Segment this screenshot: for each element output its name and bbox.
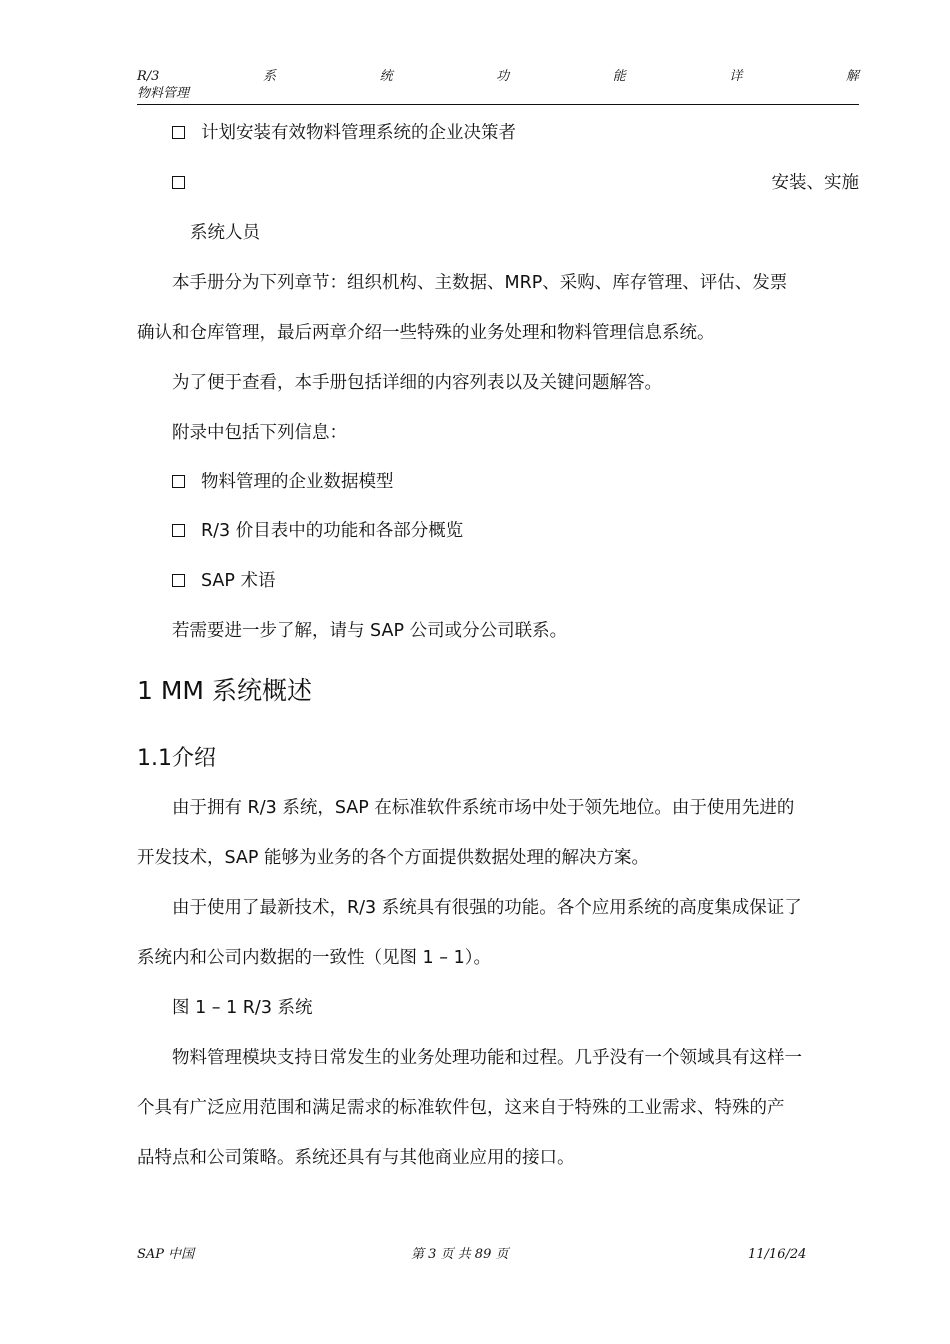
footer-company: SAP 中国 (137, 1247, 195, 1262)
paragraph-line: 系统内和公司内数据的一致性（见图 1 – 1）。 (137, 948, 491, 968)
paragraph-line: 由于拥有 R/3 系统，SAP 在标准软件系统市场中处于领先地位。由于使用先进的 (172, 798, 795, 818)
list-item: 计划安装有效物料管理系统的企业决策者 (172, 120, 516, 146)
paragraph: 为了便于查看，本手册包括详细的内容列表以及关键问题解答。 (172, 373, 662, 393)
paragraph-line: 开发技术，SAP 能够为业务的各个方面提供数据处理的解决方案。 (137, 848, 650, 868)
list-item: SAP 术语 (172, 568, 276, 594)
paragraph: 附录中包括下列信息： (172, 423, 347, 443)
checkbox-icon (172, 524, 185, 537)
footer-date: 11/16/24 (748, 1247, 807, 1262)
figure-caption: 图 1 – 1 R/3 系统 (172, 998, 313, 1018)
paragraph-line: 品特点和公司策略。系统还具有与其他商业应用的接口。 (137, 1148, 575, 1168)
footer-page-number: 第 3 页 共 89 页 (411, 1247, 509, 1262)
checkbox-icon (172, 475, 185, 488)
paragraph-line: 本手册分为下列章节：组织机构、主数据、MRP、采购、库存管理、评估、发票 (172, 273, 788, 293)
paragraph-line: 个具有广泛应用范围和满足需求的标准软件包，这来自于特殊的工业需求、特殊的产 (137, 1098, 785, 1118)
header-subtitle: 物料管理 (137, 86, 190, 101)
paragraph-line: 由于使用了最新技术，R/3 系统具有很强的功能。各个应用系统的高度集成保证了 (172, 898, 802, 918)
checkbox-icon (172, 574, 185, 587)
subsection-heading: 1.1介绍 (137, 746, 216, 771)
header-title: R/3 系 统 功 能 详 解 (137, 69, 859, 84)
paragraph-line: 确认和仓库管理，最后两章介绍一些特殊的业务处理和物料管理信息系统。 (137, 323, 715, 343)
list-item: 安装、实施 (172, 170, 859, 196)
section-heading: 1 MM 系统概述 (137, 676, 312, 705)
checkbox-icon (172, 176, 185, 189)
list-item: 物料管理的企业数据模型 (172, 469, 394, 495)
checkbox-icon (172, 126, 185, 139)
page-header (137, 68, 859, 105)
paragraph-line: 物料管理模块支持日常发生的业务处理功能和过程。几乎没有一个领域具有这样一 (172, 1048, 802, 1068)
list-item-continuation: 系统人员 (190, 223, 260, 243)
paragraph: 若需要进一步了解，请与 SAP 公司或分公司联系。 (172, 621, 568, 641)
list-item: R/3 价目表中的功能和各部分概览 (172, 518, 463, 544)
